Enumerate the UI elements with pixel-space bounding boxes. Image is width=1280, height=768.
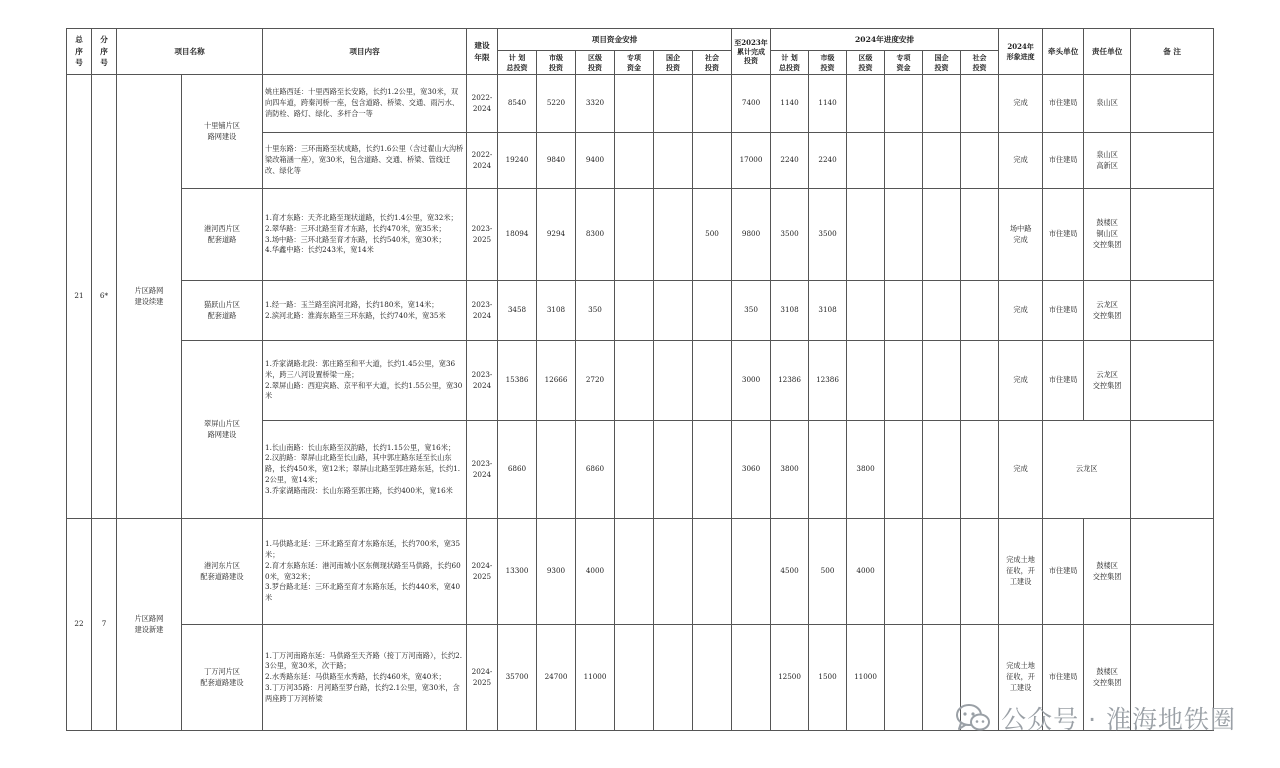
progress-cell: 完成土地 征收，开 工建设 xyxy=(999,625,1043,731)
sub-no-cell: 6* xyxy=(92,75,117,519)
header-total-no: 总 序 号 xyxy=(67,29,92,75)
p-soe-cell xyxy=(923,189,961,281)
p-total-cell: 4500 xyxy=(771,519,809,625)
header-district: 区级 投资 xyxy=(576,51,615,75)
city-cell: 3108 xyxy=(537,281,576,341)
p-special-cell xyxy=(885,133,923,189)
p-social-cell xyxy=(961,133,999,189)
p-special-cell xyxy=(885,281,923,341)
p-special-cell xyxy=(885,421,923,519)
header-funding: 项目资金安排 xyxy=(498,29,732,51)
p-soe-cell xyxy=(923,341,961,421)
progress-cell: 完成 xyxy=(999,75,1043,133)
p-total-cell: 3800 xyxy=(771,421,809,519)
p-city-cell: 3500 xyxy=(809,189,847,281)
header-period: 建设 年限 xyxy=(467,29,498,75)
header-content: 项目内容 xyxy=(263,29,467,75)
p-special-cell xyxy=(885,341,923,421)
lead-unit-cell: 市住建局 xyxy=(1043,341,1084,421)
cumulative-cell xyxy=(732,519,771,625)
p-district-cell xyxy=(847,341,885,421)
p-special-cell xyxy=(885,625,923,731)
cumulative-cell: 9800 xyxy=(732,189,771,281)
p-soe-cell xyxy=(923,133,961,189)
district-cell: 3320 xyxy=(576,75,615,133)
content-cell: 1.丁万河南路东延：马供路至天齐路（接丁万河南路），长约2.3公里，宽30米，次干路； 2.水秀路东延：马供路至水秀路，长约460米，宽40米； 3.丁万河35路：月河路至罗台路，长约2.1公里，宽30米，含两座跨丁万河桥梁 xyxy=(263,625,467,731)
content-cell: 十里东路：三环南路至状成路，长约1.6公里（含过翟山大沟桥梁改箱涵一座），宽30米，包含道路、交通、桥梁、管线迁改、绿化等 xyxy=(263,133,467,189)
special-cell xyxy=(615,519,654,625)
watermark xyxy=(955,700,1236,736)
p-city-cell: 3108 xyxy=(809,281,847,341)
remark-cell xyxy=(1131,75,1214,133)
p-total-cell: 2240 xyxy=(771,133,809,189)
progress-cell: 完成 xyxy=(999,281,1043,341)
period-cell: 2023- 2024 xyxy=(467,421,498,519)
remark-cell xyxy=(1131,421,1214,519)
special-cell xyxy=(615,189,654,281)
total-cell: 15386 xyxy=(498,341,537,421)
content-cell: 1.经一路：玉兰路至滨河北路，长约180米，宽14米； 2.滨河北路：淮海东路至三环东路，长约740米，宽35米 xyxy=(263,281,467,341)
total-cell: 13300 xyxy=(498,519,537,625)
lead-unit-cell: 市住建局 xyxy=(1043,625,1084,731)
lead-unit-cell: 市住建局 xyxy=(1043,189,1084,281)
special-cell xyxy=(615,75,654,133)
progress-cell: 完成土地 征收，开 工建设 xyxy=(999,519,1043,625)
total-cell: 19240 xyxy=(498,133,537,189)
header-project-name: 项目名称 xyxy=(117,29,263,75)
resp-unit-cell: 鼓楼区 铜山区 交控集团 xyxy=(1084,189,1131,281)
header-remark: 备 注 xyxy=(1131,29,1214,75)
header-p-special: 专项 资金 xyxy=(885,51,923,75)
progress-cell: 完成 xyxy=(999,421,1043,519)
period-cell: 2024- 2025 xyxy=(467,625,498,731)
period-cell: 2022- 2024 xyxy=(467,133,498,189)
p-social-cell xyxy=(961,519,999,625)
content-cell: 姚庄路西延：十里西路至长安路，长约1.2公里，宽30米，双向四车道，跨秦河桥一座，包含道路、桥梁、交通、雨污水、消防栓、路灯、绿化、多杆合一等 xyxy=(263,75,467,133)
p-district-cell xyxy=(847,189,885,281)
header-soe: 国企 投资 xyxy=(654,51,693,75)
p-special-cell xyxy=(885,75,923,133)
p-special-cell xyxy=(885,189,923,281)
district-cell: 8300 xyxy=(576,189,615,281)
p-district-cell: 4000 xyxy=(847,519,885,625)
subproject-name-cell: 港河西片区 配套道路 xyxy=(182,189,263,281)
special-cell xyxy=(615,281,654,341)
remark-cell xyxy=(1131,341,1214,421)
city-cell: 9840 xyxy=(537,133,576,189)
lead-unit-cell: 市住建局 xyxy=(1043,519,1084,625)
district-cell: 4000 xyxy=(576,519,615,625)
period-cell: 2024- 2025 xyxy=(467,519,498,625)
cumulative-cell: 3000 xyxy=(732,341,771,421)
p-district-cell: 3800 xyxy=(847,421,885,519)
social-cell xyxy=(693,421,732,519)
period-cell: 2023- 2024 xyxy=(467,281,498,341)
progress-cell: 完成 xyxy=(999,341,1043,421)
soe-cell xyxy=(654,75,693,133)
progress-cell: 完成 xyxy=(999,133,1043,189)
special-cell xyxy=(615,421,654,519)
resp-unit-cell: 鼓楼区 交控集团 xyxy=(1084,519,1131,625)
city-cell: 5220 xyxy=(537,75,576,133)
remark-cell xyxy=(1131,281,1214,341)
city-cell: 9294 xyxy=(537,189,576,281)
cumulative-cell: 17000 xyxy=(732,133,771,189)
social-cell xyxy=(693,281,732,341)
subproject-name-cell: 十里铺片区 路网建设 xyxy=(182,75,263,189)
lead-unit-cell: 市住建局 xyxy=(1043,281,1084,341)
total-no-cell: 22 xyxy=(67,519,92,731)
p-total-cell: 3108 xyxy=(771,281,809,341)
remark-cell xyxy=(1131,133,1214,189)
header-special: 专项 资金 xyxy=(615,51,654,75)
soe-cell xyxy=(654,341,693,421)
p-soe-cell xyxy=(923,281,961,341)
lead-unit-cell: 市住建局 xyxy=(1043,75,1084,133)
header-p-social: 社会 投资 xyxy=(961,51,999,75)
p-city-cell: 500 xyxy=(809,519,847,625)
p-soe-cell xyxy=(923,75,961,133)
social-cell xyxy=(693,625,732,731)
district-cell: 9400 xyxy=(576,133,615,189)
content-cell: 1.乔家湖路北段：郭庄路至和平大道，长约1.45公里，宽36米，跨三八河设置桥梁一座； 2.翠屏山路：西迎宾路、京平和平大道，长约1.55公里，宽30米 xyxy=(263,341,467,421)
table-row xyxy=(67,281,1214,341)
cumulative-cell: 7400 xyxy=(732,75,771,133)
header-sub-no: 分 序 号 xyxy=(92,29,117,75)
header-p-total: 计 划 总投资 xyxy=(771,51,809,75)
social-cell xyxy=(693,75,732,133)
period-cell: 2022- 2024 xyxy=(467,75,498,133)
city-cell: 12666 xyxy=(537,341,576,421)
project-table xyxy=(66,28,1214,731)
p-district-cell xyxy=(847,75,885,133)
soe-cell xyxy=(654,189,693,281)
watermark-text: 公众号 · 淮海地铁圈 xyxy=(1001,705,1236,734)
total-cell: 3458 xyxy=(498,281,537,341)
p-total-cell: 3500 xyxy=(771,189,809,281)
header-resp: 责任单位 xyxy=(1084,29,1131,75)
resp-unit-cell: 云龙区 交控集团 xyxy=(1084,281,1131,341)
header-plan-2024: 2024年进度安排 xyxy=(771,29,999,51)
content-cell: 1.马供路北延：三环北路至育才东路东延，长约700米，宽35米； 2.育才东路东延：港河南城小区东侧现状路至马供路，长约600米，宽32米； 3.罗台路北延：三环北路至育才东路东延，长约440米，宽40米 xyxy=(263,519,467,625)
total-cell: 8540 xyxy=(498,75,537,133)
soe-cell xyxy=(654,625,693,731)
total-cell: 6860 xyxy=(498,421,537,519)
period-cell: 2023- 2024 xyxy=(467,341,498,421)
special-cell xyxy=(615,341,654,421)
cumulative-cell: 350 xyxy=(732,281,771,341)
lead-unit-cell: 市住建局 xyxy=(1043,133,1084,189)
district-cell: 350 xyxy=(576,281,615,341)
special-cell xyxy=(615,133,654,189)
header-cumulative: 至2023年 累计完成 投资 xyxy=(732,29,771,75)
p-social-cell xyxy=(961,189,999,281)
p-total-cell: 12386 xyxy=(771,341,809,421)
p-district-cell xyxy=(847,133,885,189)
resp-unit-cell: 云龙区 交控集团 xyxy=(1084,341,1131,421)
p-social-cell xyxy=(961,75,999,133)
wechat-icon xyxy=(955,703,991,733)
soe-cell xyxy=(654,519,693,625)
p-city-cell: 1140 xyxy=(809,75,847,133)
subproject-name-cell: 猫跃山片区 配套道路 xyxy=(182,281,263,341)
group-name-cell: 片区路网 建设续建 xyxy=(117,75,182,519)
cumulative-cell: 3060 xyxy=(732,421,771,519)
header-p-district: 区级 投资 xyxy=(847,51,885,75)
sub-no-cell: 7 xyxy=(92,519,117,731)
p-city-cell: 12386 xyxy=(809,341,847,421)
district-cell: 2720 xyxy=(576,341,615,421)
social-cell xyxy=(693,133,732,189)
district-cell: 11000 xyxy=(576,625,615,731)
p-city-cell: 2240 xyxy=(809,133,847,189)
unit-merged-cell: 云龙区 xyxy=(1043,421,1131,519)
header-p-city: 市级 投资 xyxy=(809,51,847,75)
content-cell: 1.长山南路：长山东路至汉韵路，长约1.15公里，宽16米； 2.汉韵路：翠屏山北路至长山路，其中郭庄路东延至长山东路，长约450米，宽12米；翠屏山北路至郭庄路东延，长约1.2公里，宽14米； 3.乔家湖路南段：长山东路至郭庄路，长约400米，宽16米 xyxy=(263,421,467,519)
special-cell xyxy=(615,625,654,731)
district-cell: 6860 xyxy=(576,421,615,519)
p-special-cell xyxy=(885,519,923,625)
table-row xyxy=(67,75,1214,133)
p-social-cell xyxy=(961,281,999,341)
p-social-cell xyxy=(961,421,999,519)
social-cell xyxy=(693,341,732,421)
p-district-cell xyxy=(847,281,885,341)
city-cell xyxy=(537,421,576,519)
remark-cell xyxy=(1131,519,1214,625)
p-social-cell xyxy=(961,341,999,421)
p-soe-cell xyxy=(923,519,961,625)
subproject-name-cell: 港河东片区 配套道路建设 xyxy=(182,519,263,625)
content-cell: 1.育才东路：天齐北路至现状道路，长约1.4公里，宽32米； 2.翠华路：三环北路至育才东路，长约470米，宽35米； 3.场中路：三环北路至育才东路，长约540米，宽30米； 4.华鑫中路：长约243米，宽14米 xyxy=(263,189,467,281)
progress-cell: 场中路 完成 xyxy=(999,189,1043,281)
p-city-cell xyxy=(809,421,847,519)
table-row xyxy=(67,189,1214,281)
header-p-soe: 国企 投资 xyxy=(923,51,961,75)
group-name-cell: 片区路网 建设新建 xyxy=(117,519,182,731)
remark-cell xyxy=(1131,189,1214,281)
resp-unit-cell: 泉山区 高新区 xyxy=(1084,133,1131,189)
soe-cell xyxy=(654,281,693,341)
total-cell: 35700 xyxy=(498,625,537,731)
total-cell: 18094 xyxy=(498,189,537,281)
city-cell: 9300 xyxy=(537,519,576,625)
cumulative-cell xyxy=(732,625,771,731)
resp-unit-cell: 泉山区 xyxy=(1084,75,1131,133)
document-sheet xyxy=(66,28,1214,731)
soe-cell xyxy=(654,133,693,189)
header-social: 社会 投资 xyxy=(693,51,732,75)
social-cell: 500 xyxy=(693,189,732,281)
p-city-cell: 1500 xyxy=(809,625,847,731)
header-lead: 牵头单位 xyxy=(1043,29,1084,75)
header-city: 市级 投资 xyxy=(537,51,576,75)
subproject-name-cell: 翠屏山片区 路网建设 xyxy=(182,341,263,519)
city-cell: 24700 xyxy=(537,625,576,731)
soe-cell xyxy=(654,421,693,519)
header-progress: 2024年 形象进度 xyxy=(999,29,1043,75)
subproject-name-cell: 丁万河片区 配套道路建设 xyxy=(182,625,263,731)
social-cell xyxy=(693,519,732,625)
p-district-cell: 11000 xyxy=(847,625,885,731)
header-plan-total: 计 划 总投资 xyxy=(498,51,537,75)
p-soe-cell xyxy=(923,421,961,519)
p-total-cell: 12500 xyxy=(771,625,809,731)
total-no-cell: 21 xyxy=(67,75,92,519)
table-row xyxy=(67,519,1214,625)
p-total-cell: 1140 xyxy=(771,75,809,133)
table-row xyxy=(67,341,1214,421)
period-cell: 2023- 2025 xyxy=(467,189,498,281)
resp-unit-cell: 鼓楼区 交控集团 xyxy=(1084,625,1131,731)
